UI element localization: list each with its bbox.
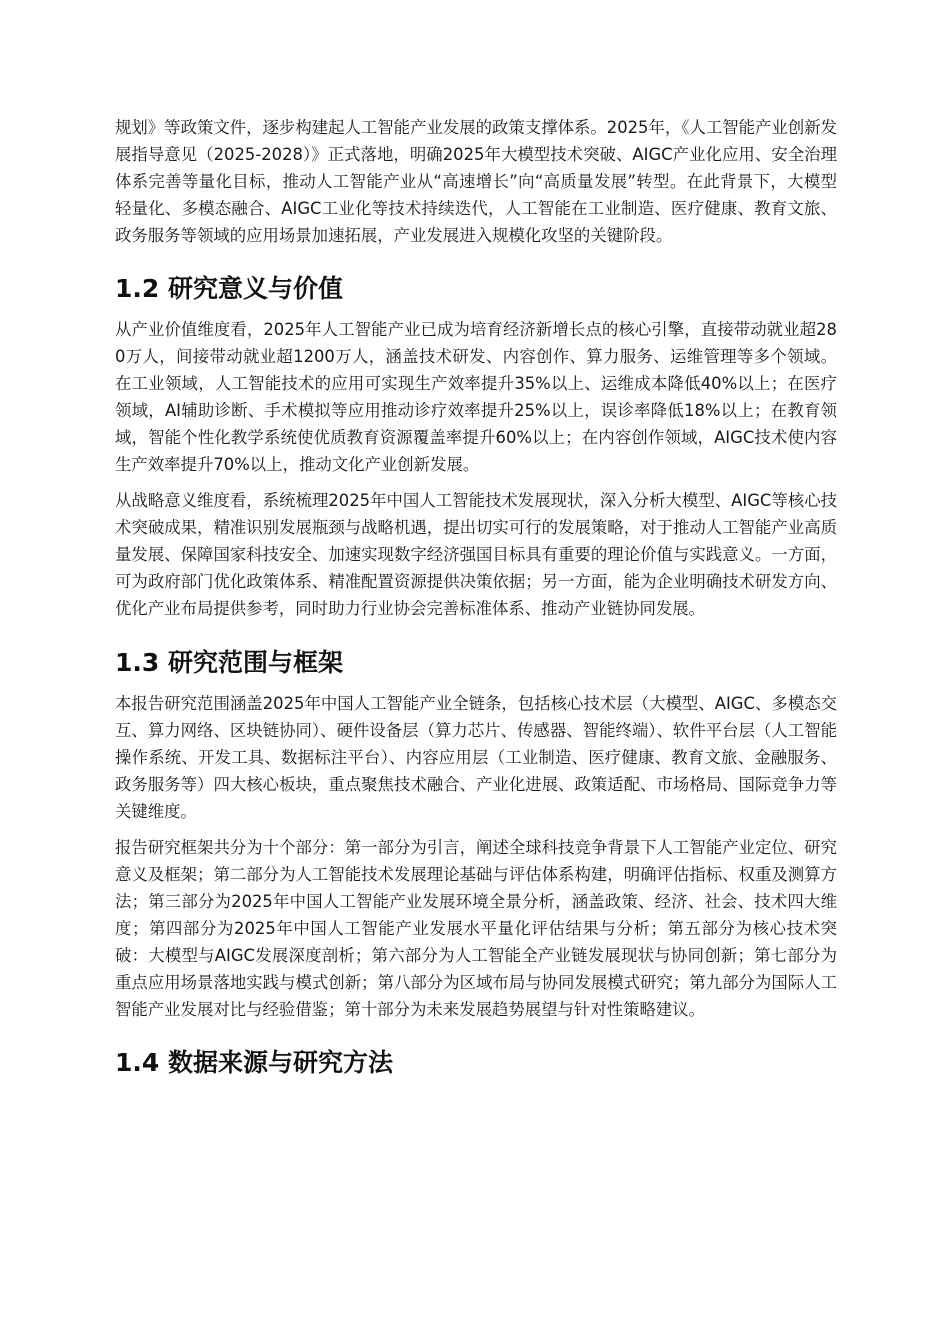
paragraph-industry-value: 从产业价值维度看，2025年人工智能产业已成为培育经济新增长点的核心引擎，直接带动就业超280万人，间接带动就业超1200万人，涵盖技术研发、内容创作、算力服务、运维管理等多个领域。在工业领域，人工智能技术的应用可实现生产效率提升35%以上、运维成本降低40%以上；在医疗领域，AI辅助诊断、手术模拟等应用推动诊疗效率提升25%以上，误诊率降低18%以上；在教育领域，智能个性化教学系统使优质教育资源覆盖率提升60%以上；在内容创作领域，AIGC技术使内容生产效率提升70%以上，推动文化产业创新发展。 — [115, 320, 837, 474]
paragraph-strategic-significance: 从战略意义维度看，系统梳理2025年中国人工智能技术发展现状，深入分析大模型、AIGC等核心技术突破成果，精准识别发展瓶颈与战略机遇，提出切实可行的发展策略，对于推动人工智能产业高质量发展、保障国家科技安全、加速实现数字经济强国目标具有重要的理论价值与实践意义。一方面，可为政府部门优化政策体系、精准配置资源提供决策依据；另一方面，能为企业明确技术研发方向、优化产业布局提供参考，同时助力行业协会完善标准体系、推动产业链协同发展。 — [115, 491, 837, 618]
paragraph-policy-background: 规划》等政策文件，逐步构建起人工智能产业发展的政策支撑体系。2025年，《人工智能产业创新发展指导意见（2025-2028）》正式落地，明确2025年大模型技术突破、AIGC产业化应用、安全治理体系完善等量化目标，推动人工智能产业从“高速增长”向“高质量发展”转型。在此背景下，大模型轻量化、多模态融合、AIGC工业化等技术持续迭代，人工智能在工业制造、医疗健康、教育文旅、政务服务等领域的应用场景加速拓展，产业发展进入规模化攻坚的关键阶段。 — [115, 118, 837, 245]
paragraph-research-scope: 本报告研究范围涵盖2025年中国人工智能产业全链条，包括核心技术层（大模型、AIGC、多模态交互、算力网络、区块链协同）、硬件设备层（算力芯片、传感器、智能终端）、软件平台层（人工智能操作系统、开发工具、数据标注平台）、内容应用层（工业制造、医疗健康、教育文旅、金融服务、政务服务等）四大核心板块，重点聚焦技术融合、产业化进展、政策适配、市场格局、国际竞争力等关键维度。 — [115, 694, 837, 821]
section-heading-1-2: 1.2 研究意义与价值 — [115, 274, 343, 303]
section-heading-1-3: 1.3 研究范围与框架 — [115, 648, 343, 677]
document-page — [115, 114, 837, 1080]
paragraph-research-framework: 报告研究框架共分为十个部分：第一部分为引言，阐述全球科技竞争背景下人工智能产业定位、研究意义及框架；第二部分为人工智能技术发展理论基础与评估体系构建，明确评估指标、权重及测算方法；第三部分为2025年中国人工智能产业发展环境全景分析，涵盖政策、经济、社会、技术四大维度；第四部分为2025年中国人工智能产业发展水平量化评估结果与分析；第五部分为核心技术突破：大模型与AIGC发展深度剖析；第六部分为人工智能全产业链发展现状与协同创新；第七部分为重点应用场景落地实践与模式创新；第八部分为区域布局与协同发展模式研究；第九部分为国际人工智能产业发展对比与经验借鉴；第十部分为未来发展趋势展望与针对性策略建议。 — [115, 838, 837, 1019]
section-heading-1-4: 1.4 数据来源与研究方法 — [115, 1048, 393, 1077]
